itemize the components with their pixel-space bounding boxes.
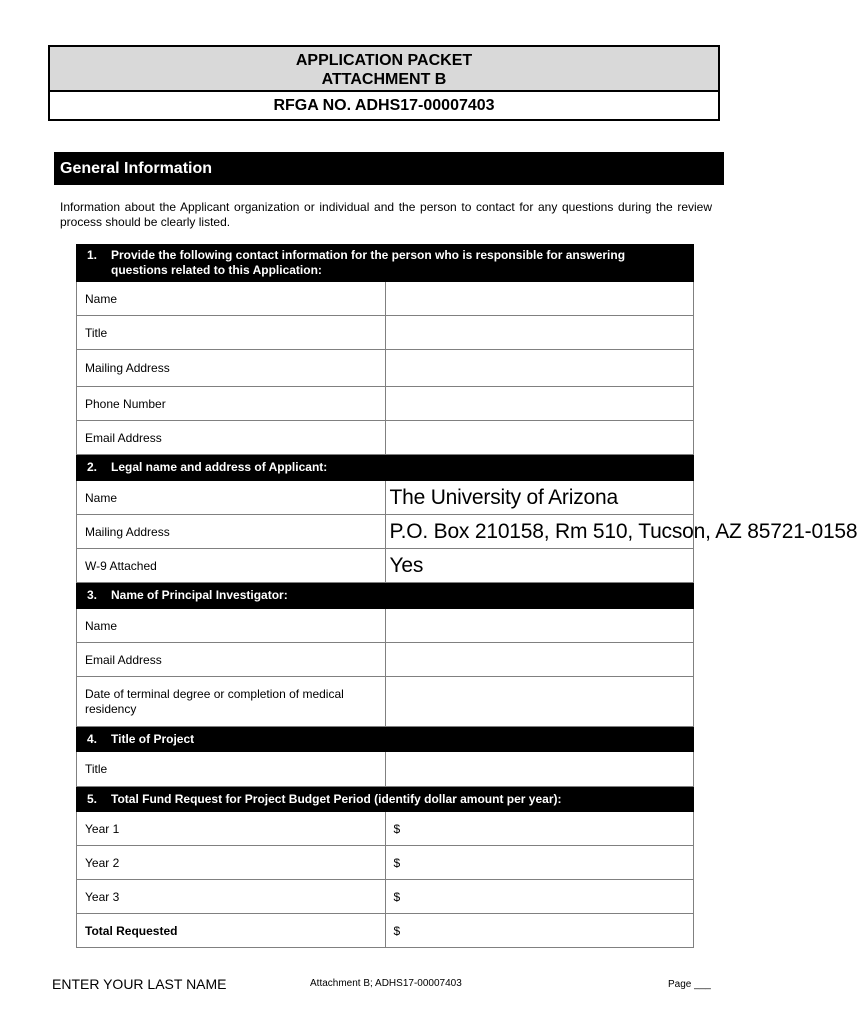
contact-email-field[interactable]	[385, 421, 694, 455]
q5-row-year2	[77, 846, 694, 880]
q1-title-line1: Provide the following contact information for the person who is responsible for answering	[111, 248, 626, 262]
q3-number: 3.	[87, 588, 98, 602]
q5-title: Total Fund Request for Project Budget Period (identify dollar amount per year):	[111, 791, 562, 806]
field-label: Total Requested	[77, 914, 386, 948]
q5-row-year3	[77, 880, 694, 914]
q1-number: 1.	[87, 248, 98, 262]
field-label: Year 2	[77, 846, 386, 880]
year1-amount-field[interactable]: $	[385, 812, 694, 846]
header-title-block	[50, 47, 718, 92]
contact-phone-field[interactable]	[385, 387, 694, 421]
pi-email-field[interactable]	[385, 643, 694, 677]
footer-last-name: ENTER YOUR LAST NAME	[52, 976, 227, 992]
field-label: Mailing Address	[77, 515, 386, 549]
q4-number: 4.	[87, 731, 98, 746]
field-label: Year 3	[77, 880, 386, 914]
footer-attachment-id: Attachment B; ADHS17-00007403	[310, 978, 462, 989]
section-title: General Information	[54, 152, 724, 185]
pi-name-field[interactable]	[385, 609, 694, 643]
q3-title: Name of Principal Investigator:	[111, 588, 288, 602]
header-title-line1: APPLICATION PACKET	[295, 52, 473, 69]
q3-row-name	[77, 609, 694, 643]
q5-row-total	[77, 914, 694, 948]
document-header	[48, 45, 720, 121]
field-label: Phone Number	[77, 387, 386, 421]
q2-header	[77, 455, 694, 481]
field-label: Name	[77, 609, 386, 643]
q1-row-mailing	[77, 350, 694, 387]
contact-title-field[interactable]	[385, 316, 694, 350]
q2-row-w9	[77, 549, 694, 583]
field-label: Title	[77, 752, 386, 787]
q1-row-name	[77, 282, 694, 316]
field-label: Title	[77, 316, 386, 350]
applicant-name-field[interactable]: The University of Arizona	[385, 481, 694, 515]
q5-number: 5.	[87, 791, 98, 806]
q1-header	[77, 245, 694, 282]
field-label: Email Address	[77, 421, 386, 455]
year2-amount-field[interactable]: $	[385, 846, 694, 880]
field-label: Year 1	[77, 812, 386, 846]
q4-row-title	[77, 752, 694, 787]
applicant-mailing-address-field[interactable]: P.O. Box 210158, Rm 510, Tucson, AZ 85721-0158	[385, 515, 694, 549]
q3-row-degree-date	[77, 677, 694, 727]
q1-row-email	[77, 421, 694, 455]
q5-row-year1	[77, 812, 694, 846]
q4-header	[77, 727, 694, 752]
field-label: Mailing Address	[77, 350, 386, 387]
total-requested-field[interactable]: $	[385, 914, 694, 948]
rfga-number: RFGA NO. ADHS17-00007403	[273, 97, 495, 114]
field-label: W-9 Attached	[77, 549, 386, 583]
q2-row-mailing	[77, 515, 694, 549]
footer-page-number: Page ___	[668, 979, 711, 990]
contact-mailing-address-field[interactable]	[385, 350, 694, 387]
project-title-field[interactable]	[385, 752, 694, 787]
q4-title: Title of Project	[111, 731, 195, 746]
field-label: Name	[77, 282, 386, 316]
q3-row-email	[77, 643, 694, 677]
intro-text: Information about the Applicant organization or individual and the person to contact for any questions during the review process should be clearly listed.	[60, 200, 712, 229]
q5-header	[77, 787, 694, 812]
pi-degree-date-field[interactable]	[385, 677, 694, 727]
q2-row-name	[77, 481, 694, 515]
field-label: Date of terminal degree or completion of medical residency	[77, 677, 386, 727]
contact-name-field[interactable]	[385, 282, 694, 316]
field-label: Name	[77, 481, 386, 515]
q1-row-phone	[77, 387, 694, 421]
application-form-table	[76, 244, 857, 948]
q2-number: 2.	[87, 460, 98, 474]
q1-title-line2: questions related to this Application:	[111, 263, 322, 277]
q3-header	[77, 583, 694, 609]
w9-attached-field[interactable]: Yes	[385, 549, 694, 583]
q2-title: Legal name and address of Applicant:	[111, 460, 328, 474]
header-title-line2: ATTACHMENT B	[321, 71, 447, 88]
field-label: Email Address	[77, 643, 386, 677]
year3-amount-field[interactable]: $	[385, 880, 694, 914]
q1-row-title	[77, 316, 694, 350]
